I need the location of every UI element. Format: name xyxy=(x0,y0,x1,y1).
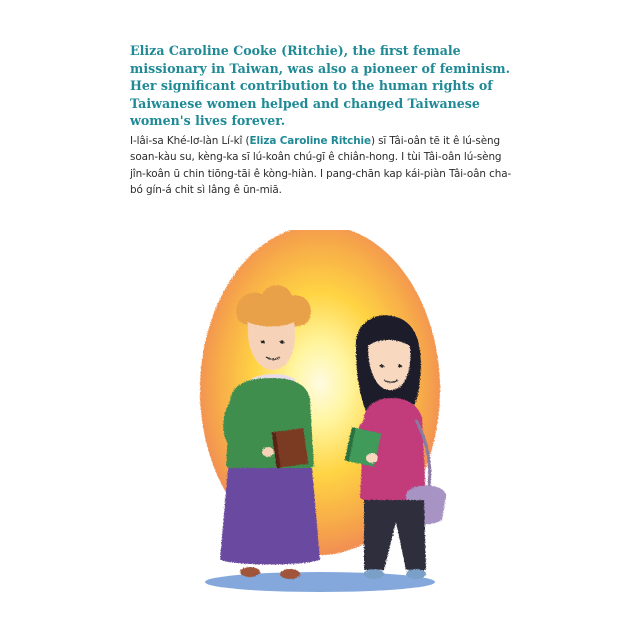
taigi-text-after: ) sī Tâi-oân tē it ê lú-sèng soan-kàu su, kèng-ka sī lú-koân chú-gī ê chiân-hong. I tùi Tâi-oân lú-sèng jîn-koân ū chin tiōng-tāi ê kòng-hiàn. I pang-chān kap kái-piàn Tâi-oân cha-bó gín-á chit sì lâng ê ūn-miā. xyxy=(130,135,512,197)
english-paragraph: Eliza Caroline Cooke (Ritchie), the first female missionary in Taiwan, was also a pioneer of feminism. Her significant contribution to the human rights of Taiwanese women helped and changed Taiwanese women's lives forever. xyxy=(130,43,511,129)
two-women-with-books-illustration xyxy=(170,230,470,610)
taigi-text-before: I-lâi-sa Khé-lơ-làn Lí-kî ( xyxy=(130,135,250,147)
taigi-paragraph xyxy=(130,133,520,199)
ground-shadow xyxy=(205,572,435,592)
taigi-highlight-name: Eliza Caroline Ritchie xyxy=(249,135,371,147)
